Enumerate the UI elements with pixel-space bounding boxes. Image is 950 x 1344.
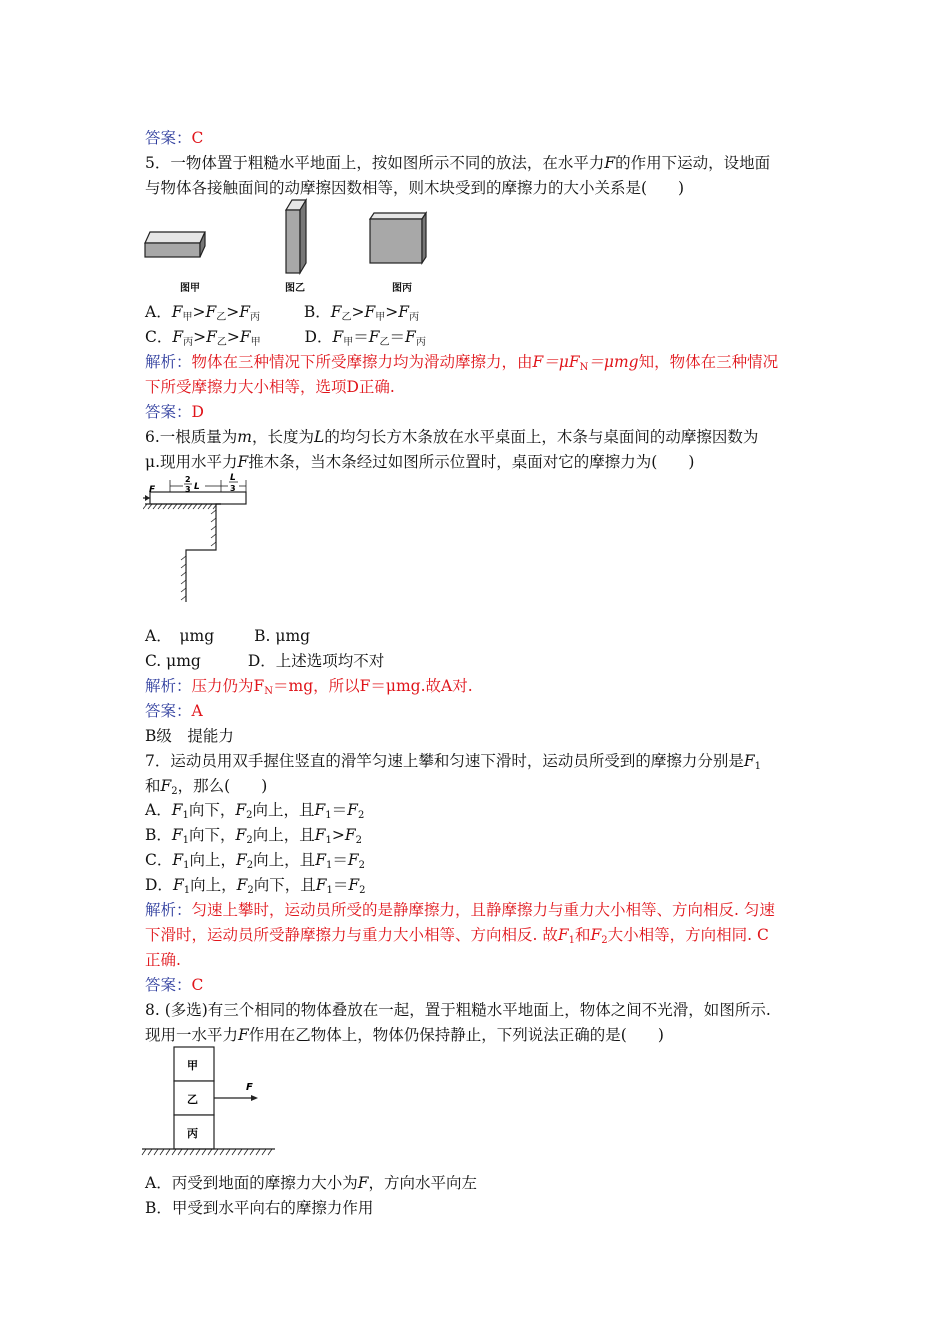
q8-figure [140,1045,280,1160]
wooden-strip [150,492,246,504]
box-wide [370,213,426,263]
q7-answer: 答案：C [145,976,204,994]
q7-option-a: A．$F_1$向下，$F_2$向上，且$F_1=F_2$ [145,801,365,821]
q5-analysis-line2: 下所受摩擦力大小相等，选项D正确. [145,378,395,396]
fig-label-jia: 图甲 [180,283,200,294]
q5-figure [140,195,440,297]
fig-three: 3 [185,485,191,494]
fig-label-yi: 图乙 [285,283,305,294]
q6-options-cd: C. μmg D．上述选项均不对 [145,652,385,670]
q5-options-cd: C．$F_丙>F_乙>F_甲$ D．$F_甲=F_乙=F_丙$ [145,328,426,348]
q7-option-c: C．$F_1$向上，$F_2$向上，且$F_1=F_2$ [145,851,365,871]
q5-stem-line2: 与物体各接触面间的动摩擦因数相等，则木块受到的摩擦力的大小关系是( ) [145,179,685,197]
q4-answer: 答案：C [145,129,204,147]
q8-option-b: B．甲受到水平向右的摩擦力作用 [145,1199,374,1217]
q7-stem-line2: 和$F_2$，那么( ) [145,777,268,797]
fig-label-bing: 图丙 [392,283,412,294]
q7-option-b: B．$F_1$向下，$F_2$向上，且$F_1>F_2$ [145,826,362,846]
fig-force-label: F [149,485,156,495]
q6-answer: 答案：A [145,702,203,720]
fig-L: L [194,482,200,492]
q8-stem-line1: 8. (多选)有三个相同的物体叠放在一起，置于粗糙水平地面上，物体之间不光滑，如图所示. [145,1001,771,1019]
fig-two: 2 [185,475,191,484]
block-jia-label: 甲 [187,1059,198,1072]
q5-analysis-line1: 解析：物体在三种情况下所受摩擦力均为滑动摩擦力，由$F=\mu F_N=\mu mg$知，物体在三种情况 [145,353,779,373]
fig-L-top: L [230,473,236,483]
q6-analysis: 解析：压力仍为$F_N=mg$，所以F＝μmg.故A对. [145,677,473,697]
ground-hatching [142,1149,272,1155]
q5-answer: 答案：D [145,403,204,421]
table-hatching [143,504,217,509]
q7-analysis-line2: 下滑时，运动员所受静摩擦力与重力大小相等、方向相反. 故$F_1$和$F_2$大小相等，方向相同. C [145,926,769,946]
q7-analysis-line3: 正确. [145,951,181,969]
q8-stem-line2: 现用一水平力F作用在乙物体上，物体仍保持静止，下列说法正确的是( ) [145,1026,664,1044]
q7-analysis-line1: 解析：匀速上攀时，运动员所受的是静摩擦力，且静摩擦力与重力大小相等、方向相反. 匀速 [145,901,775,919]
section-heading: B级 提能力 [145,727,234,745]
box-flat [145,232,205,257]
q6-figure [143,472,253,607]
q5-options-ab: A．$F_甲>F_乙>F_丙$ B．$F_乙>F_甲>F_丙$ [145,303,420,323]
block-yi-label: 乙 [187,1093,198,1106]
box-tall [286,200,306,273]
q5-stem-line1: 5．一物体置于粗糙水平地面上，按如图所示不同的放法，在水平力F的作用下运动，设地面 [145,154,771,172]
block-bing-label: 丙 [187,1127,198,1140]
q6-options-ab: A． μmg B. μmg [145,627,311,645]
q8-option-a: A．丙受到地面的摩擦力大小为F，方向水平向左 [145,1174,477,1192]
q6-stem-line1: 6.一根质量为m，长度为L的均匀长方木条放在水平桌面上，木条与桌面间的动摩擦因数为 [145,428,759,446]
fig-force-label: F [246,1082,253,1093]
q6-stem-line2: μ.现用水平力F推木条，当木条经过如图所示位置时，桌面对它的摩擦力为( ) [145,453,695,471]
q7-stem-line1: 7．运动员用双手握住竖直的滑竿匀速上攀和匀速下滑时，运动员所受到的摩擦力分别是$F_1$ [145,752,762,772]
q7-option-d: D．$F_1$向上，$F_2$向下，且$F_1=F_2$ [145,876,366,896]
fig-three-b: 3 [230,484,236,493]
